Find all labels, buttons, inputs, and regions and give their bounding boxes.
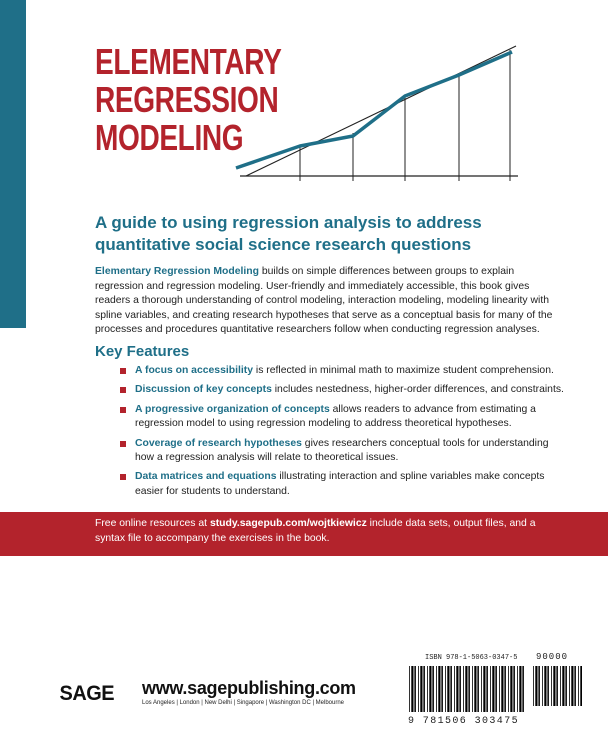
key-features-list xyxy=(120,364,565,504)
barcode-bar xyxy=(423,666,425,712)
barcode-bar xyxy=(463,666,464,712)
intro-paragraph xyxy=(95,265,565,338)
barcode-bar xyxy=(492,666,494,712)
barcode-bar xyxy=(533,666,534,706)
bullet-square-icon xyxy=(120,387,126,393)
intro-lead: Elementary Regression Modeling xyxy=(95,266,259,277)
barcode-bar xyxy=(499,666,500,712)
feature-text: includes nestedness, higher-order differences, and constraints. xyxy=(271,384,564,396)
barcode-bar xyxy=(580,666,582,706)
barcode-bar xyxy=(565,666,567,706)
barcode-bar xyxy=(519,666,521,712)
feature-lead: Data matrices and equations xyxy=(135,471,277,483)
barcode-bar xyxy=(447,666,449,712)
feature-text: is reflected in minimal math to maximize student comprehension. xyxy=(253,365,554,376)
barcode-bar xyxy=(427,666,428,712)
barcode-bar xyxy=(459,666,461,712)
title-line-2: REGRESSION xyxy=(95,79,279,120)
graph-regression-line xyxy=(246,46,516,176)
barcode-bar xyxy=(414,666,416,712)
barcode-number: 9 781506 303475 xyxy=(408,716,520,727)
barcode-bar xyxy=(544,666,546,706)
barcode-bar xyxy=(441,666,443,712)
price-code: 90000 xyxy=(536,652,569,662)
barcode-bar xyxy=(468,666,470,712)
barcode-bar xyxy=(432,666,434,712)
feature-lead: Coverage of research hypotheses xyxy=(135,437,302,449)
bullet-square-icon xyxy=(120,474,126,480)
barcode-bar xyxy=(542,666,543,706)
title-line-1: ELEMENTARY xyxy=(95,41,282,82)
barcode-bar xyxy=(474,666,476,712)
title-line-3: MODELING xyxy=(95,117,244,158)
resources-url-link[interactable]: study.sagepub.com/wojtkiewicz xyxy=(209,518,367,529)
barcode-bar xyxy=(495,666,497,712)
barcode-bar xyxy=(517,666,518,712)
sage-logo-text: SAGE xyxy=(59,681,115,706)
publisher-cities: Los Angeles | London | New Delhi | Singapore | Washington DC | Melbourne xyxy=(142,700,345,706)
intro-text: builds on simple differences between groups to explain regression and regression modeling. User-friendly and immediately accessible, this book gives readers a thorough understanding of control modeling, interaction modeling, modeling linearity with spline variables, and creating research hypotheses that serve as a conceptual basis for many of the processes and procedures quantitative researchers follow when conducting regression analyses. xyxy=(95,266,553,336)
barcode-bar xyxy=(547,666,549,706)
feature-item xyxy=(120,364,565,378)
barcode-bar xyxy=(438,666,440,712)
feature-lead: A focus on accessibility xyxy=(135,365,253,376)
sage-logo xyxy=(50,680,140,706)
regression-graph-illustration xyxy=(230,40,530,185)
online-resources-text xyxy=(95,517,565,546)
barcode-bar xyxy=(409,666,410,712)
graph-spline-line xyxy=(236,52,512,168)
barcode-bar xyxy=(465,666,467,712)
online-resources-band xyxy=(0,512,608,556)
bullet-square-icon xyxy=(120,407,126,413)
barcode-bar xyxy=(510,666,512,712)
barcode-bar xyxy=(562,666,564,706)
barcode-bar xyxy=(538,666,540,706)
barcode-bar xyxy=(535,666,537,706)
price-barcode xyxy=(532,666,582,706)
headline: A guide to using regression analysis to address quantitative social science research questions xyxy=(95,213,482,254)
feature-text: illustrating interaction and spline variables make concepts easier for students to understand. xyxy=(135,471,545,497)
barcode-bar xyxy=(481,666,482,712)
barcode-bar xyxy=(504,666,506,712)
feature-lead: A progressive organization of concepts xyxy=(135,403,330,415)
barcode-bar xyxy=(450,666,452,712)
feature-item xyxy=(120,403,565,432)
isbn-barcode xyxy=(408,666,526,712)
barcode-bar xyxy=(477,666,479,712)
feature-item xyxy=(120,470,565,499)
barcode-bar xyxy=(501,666,503,712)
barcode-bar xyxy=(513,666,515,712)
barcode-bar xyxy=(578,666,579,706)
barcode-bar xyxy=(420,666,422,712)
barcode-bar xyxy=(429,666,431,712)
key-features-heading: Key Features xyxy=(95,343,190,360)
barcode-bar xyxy=(411,666,413,712)
feature-text: allows readers to advance from estimating a regression model to using regression modeling to address theoretical hypotheses. xyxy=(135,403,536,430)
barcode-bar xyxy=(445,666,446,712)
barcode-bar xyxy=(456,666,458,712)
bullet-square-icon xyxy=(120,441,126,447)
barcode-bar xyxy=(569,666,570,706)
bullet-square-icon xyxy=(120,368,126,374)
side-accent-bar xyxy=(0,0,26,328)
barcode-bar xyxy=(551,666,552,706)
feature-item xyxy=(120,383,565,397)
barcode-bar xyxy=(571,666,573,706)
barcode-bar xyxy=(486,666,488,712)
isbn-text: ISBN 978-1-5063-0347-5 xyxy=(425,654,518,662)
book-title xyxy=(95,41,282,158)
barcode-bar xyxy=(556,666,558,706)
barcode-bar xyxy=(490,666,491,712)
publisher-website-link[interactable]: www.sagepublishing.com xyxy=(142,678,356,698)
barcode-bar xyxy=(483,666,485,712)
barcode-bar xyxy=(436,666,437,712)
feature-text: gives researchers conceptual tools for understanding how a regression analysis will relate to theoretical issues. xyxy=(135,437,549,464)
resources-pre: Free online resources at xyxy=(95,518,210,529)
barcode-bar xyxy=(522,666,524,712)
barcode-bar xyxy=(454,666,455,712)
resources-post: include data sets, output files, and a syntax file to accompany the exercises in the book. xyxy=(95,518,536,544)
barcode-bar xyxy=(560,666,561,706)
feature-item xyxy=(120,437,565,466)
barcode-bar xyxy=(553,666,555,706)
barcode-bar xyxy=(418,666,419,712)
feature-lead: Discussion of key concepts xyxy=(135,384,272,396)
barcode-bar xyxy=(574,666,576,706)
barcode-bar xyxy=(472,666,473,712)
barcode-bar xyxy=(508,666,509,712)
